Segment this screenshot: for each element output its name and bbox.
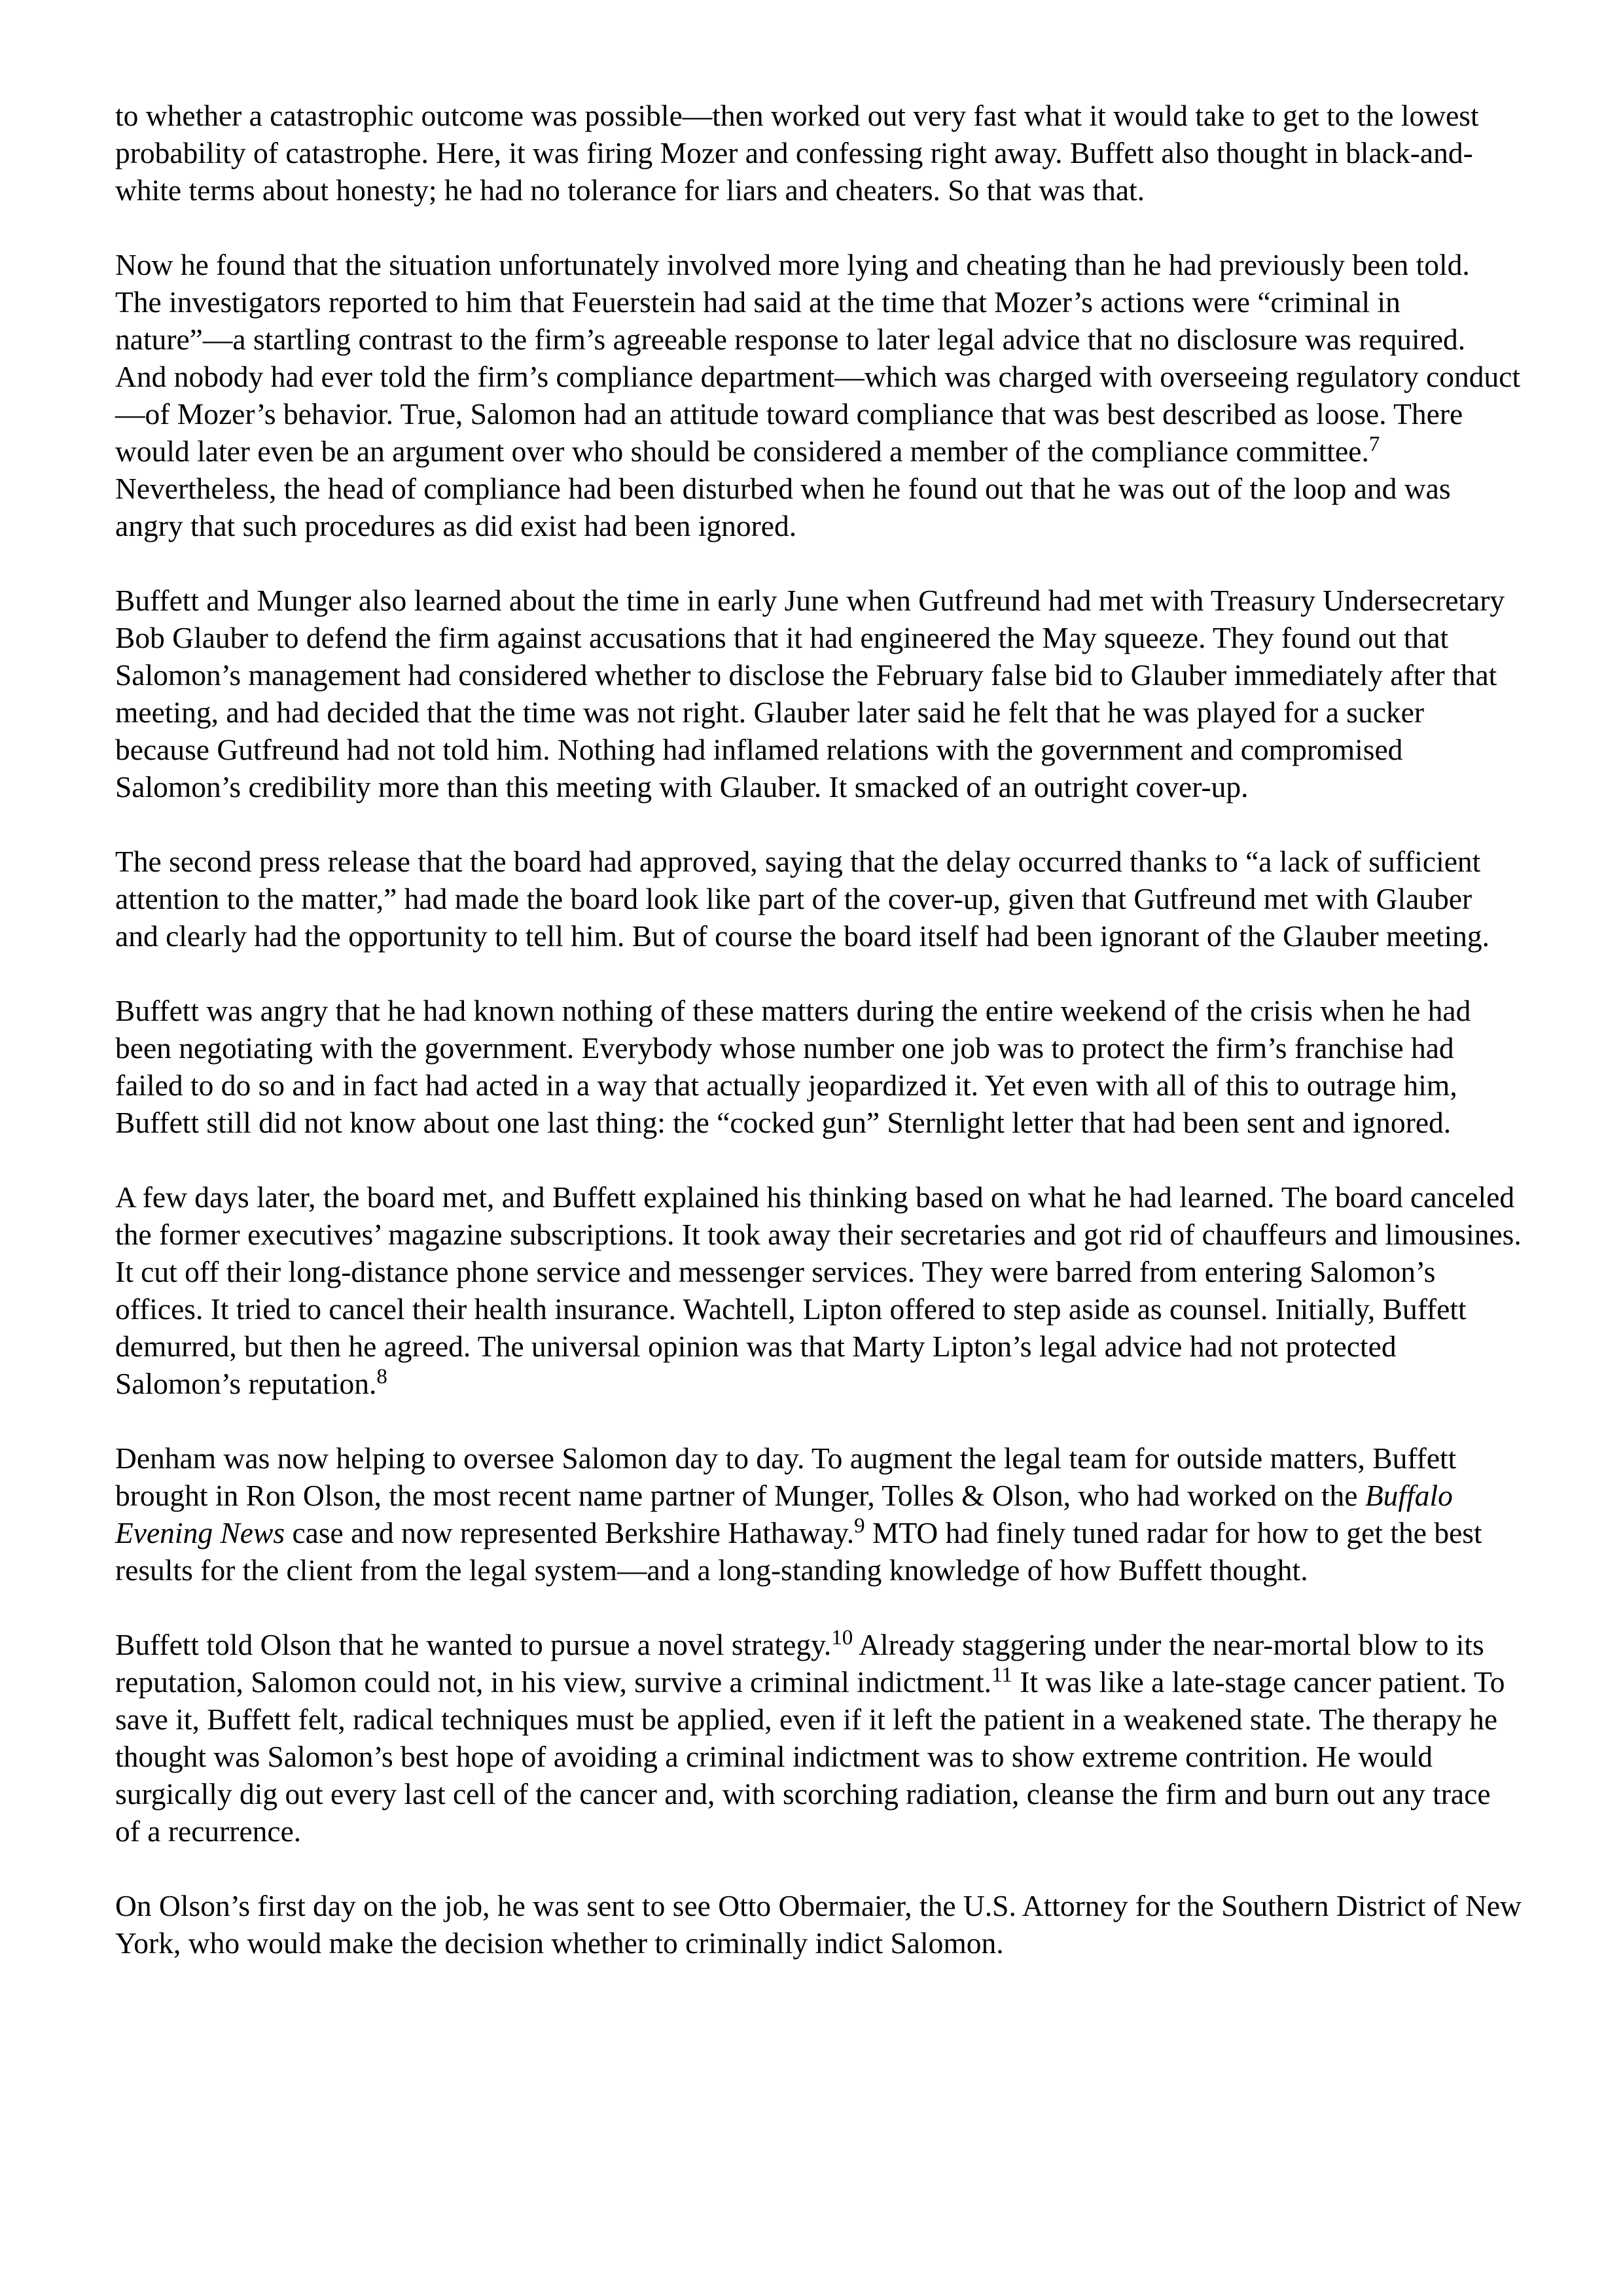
body-paragraph [115,1887,1522,1962]
paragraph-text: MTO had finely tuned radar for how to get the best results for the client from the legal system—and a long-standing knowledge of how Buffett thought. [115,1516,1482,1587]
paragraph-text: Denham was now helping to oversee Salomon day to day. To augment the legal team for outside matters, Buffett brought in Ron Olson, the most recent name partner of Munger, Tolles & Olson, who had worked on the [115,1441,1457,1512]
footnote-marker: 11 [991,1663,1012,1687]
paragraph-text: On Olson’s first day on the job, he was sent to see Otto Obermaier, the U.S. Attorney for the Southern District of New York, who would make the decision whether to criminally indict Salomon. [115,1889,1522,1960]
body-paragraph [115,582,1522,805]
body-paragraph [115,843,1522,955]
paragraph-text: case and now represented Berkshire Hathaway. [285,1516,855,1549]
italic-title: Buffalo Evening News [115,1479,1453,1549]
footnote-marker: 10 [831,1625,853,1650]
body-paragraph [115,246,1522,544]
body-paragraph [115,1626,1522,1850]
paragraph-text: Already staggering under the near-mortal blow to its reputation, Salomon could not, in his view, survive a criminal indictment. [115,1628,1484,1699]
body-paragraph [115,1178,1522,1402]
body-paragraph [115,97,1522,209]
paragraph-text: It was like a late-stage cancer patient. To save it, Buffett felt, radical techniques must be applied, even if it left the patient in a weakened state. The therapy he thought was Salomon’s best hope of avoiding a criminal indictment was to show extreme contrition. He would surgically dig out every last cell of the cancer and, with scorching radiation, cleanse the firm and burn out any trace of a recurrence. [115,1665,1505,1848]
footnote-marker: 7 [1368,432,1380,456]
footnote-marker: 8 [376,1364,387,1388]
paragraph-text: A few days later, the board met, and Buffett explained his thinking based on what he had learned. The board canceled the former executives’ magazine subscriptions. It took away their secretaries and got rid of chauffeurs and limousines. It cut off their long-distance phone service and messenger services. They were barred from entering Salomon’s offices. It tried to cancel their health insurance. Wachtell, Lipton offered to step aside as counsel. Initially, Buffett demurred, but then he agreed. The universal opinion was that Marty Lipton’s legal advice had not protected Salomon’s reputation. [115,1180,1522,1400]
footnote-marker: 9 [854,1513,865,1538]
paragraph-text: Buffett told Olson that he wanted to pursue a novel strategy. [115,1628,832,1661]
paragraph-text: Now he found that the situation unfortunately involved more lying and cheating than he had previously been told. The investigators reported to him that Feuerstein had said at the time that Mozer’s actions were “criminal in nature”—a startling contrast to the firm’s agreeable response to later legal advice that no disclosure was required. And nobody had ever told the firm’s compliance department—which was charged with overseeing regulatory conduct—of Mozer’s behavior. True, Salomon had an attitude toward compliance that was best described as loose. There would later even be an argument over who should be considered a member of the compliance committee. [115,248,1521,468]
paragraph-text: to whether a catastrophic outcome was possible—then worked out very fast what it would take to get to the lowest probability of catastrophe. Here, it was firing Mozer and confessing right away. Buffett also thought in black-and-white terms about honesty; he had no tolerance for liars and cheaters. So that was that. [115,99,1479,207]
paragraph-text: Buffett and Munger also learned about the time in early June when Gutfreund had met with Treasury Undersecretary Bob Glauber to defend the firm against accusations that it had engineered the May squeeze. They found out that Salomon’s management had considered whether to disclose the February false bid to Glauber immediately after that meeting, and had decided that the time was not right. Glauber later said he felt that he was played for a sucker because Gutfreund had not told him. Nothing had inflamed relations with the government and compromised Salomon’s credibility more than this meeting with Glauber. It smacked of an outright cover-up. [115,584,1505,804]
body-paragraph [115,1439,1522,1589]
document-page [115,97,1522,1962]
paragraph-text: The second press release that the board had approved, saying that the delay occurred thanks to “a lack of sufficient attention to the matter,” had made the board look like part of the cover-up, given that Gutfreund met with Glauber and clearly had the opportunity to tell him. But of course the board itself had been ignorant of the Glauber meeting. [115,845,1489,953]
body-paragraph [115,992,1522,1141]
paragraph-text: Nevertheless, the head of compliance had been disturbed when he found out that he was out of the loop and was angry that such procedures as did exist had been ignored. [115,472,1451,542]
paragraph-text: Buffett was angry that he had known nothing of these matters during the entire weekend of the crisis when he had been negotiating with the government. Everybody whose number one job was to protect the firm’s franchise had failed to do so and in fact had acted in a way that actually jeopardized it. Yet even with all of this to outrage him, Buffett still did not know about one last thing: the “cocked gun” Sternlight letter that had been sent and ignored. [115,994,1471,1139]
